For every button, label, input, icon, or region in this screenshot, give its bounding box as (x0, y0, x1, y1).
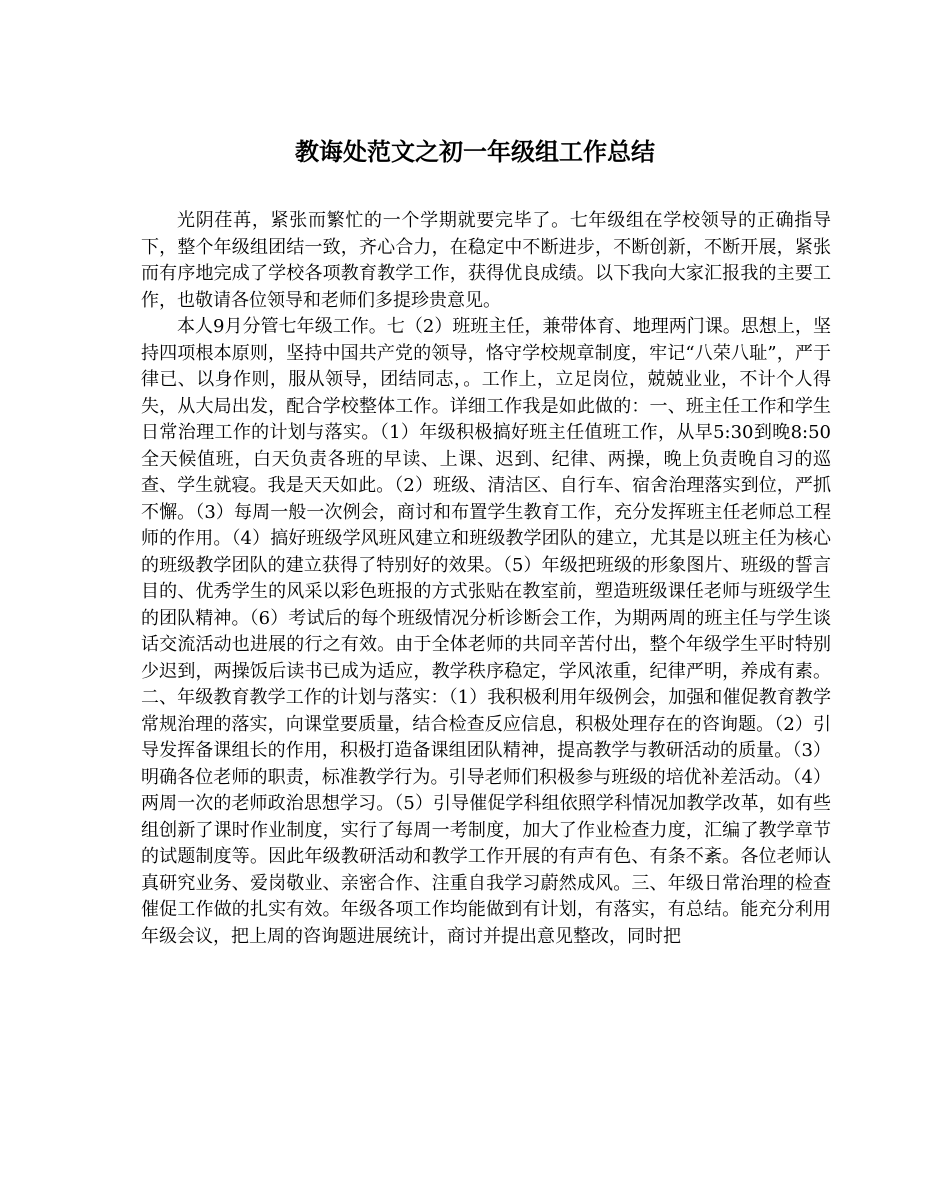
document-title: 教诲处范文之初一年级组工作总结 (295, 137, 655, 166)
document-body (141, 208, 831, 950)
paragraph-intro: 光阴荏苒，紧张而繁忙的一个学期就要完毕了。七年级组在学校领导的正确指导下，整个年级组团结一致，齐心合力，在稳定中不断进步，不断创新，不断开展，紧张而有序地完成了学校各项教育教学工作，获得优良成绩。以下我向大家汇报我的主要工作，也敬请各位领导和老师们多提珍贵意见。 (141, 210, 831, 311)
paragraph-main: 本人9月分管七年级工作。七（2）班班主任，兼带体育、地理两门课。思想上，坚持四项根本原则，坚持中国共产党的领导，恪守学校规章制度，牢记“八荣八耻”，严于律已、以身作则，服从领导，团结同志，。工作上，立足岗位，兢兢业业，不计个人得失，从大局出发，配合学校整体工作。详细工作我是如此做的：一、班主任工作和学生日常治理工作的计划与落实。（1）年级积极搞好班主任值班工作，从早5:30到晚8:50全天候值班，白天负责各班的早读、上课、迟到、纪律、两操，晚上负责晚自习的巡查、学生就寝。我是天天如此。（2）班级、清洁区、自行车、宿舍治理落实到位，严抓不懈。（3）每周一般一次例会，商讨和布置学生教育工作，充分发挥班主任老师总工程师的作用。（4）搞好班级学风班风建立和班级教学团队的建立，尤其是以班主任为核心的班级教学团队的建立获得了特别好的效果。（5）年级把班级的形象图片、班级的誓言目的、优秀学生的风采以彩色班报的方式张贴在教室前，塑造班级课任老师与班级学生的团队精神。（6）考试后的每个班级情况分析诊断会工作，为期两周的班主任与学生谈话交流活动也进展的行之有效。由于全体老师的共同辛苦付出，整个年级学生平时特别少迟到，两操饭后读书已成为适应，教学秩序稳定，学风浓重，纪律严明，养成有素。二、年级教育教学工作的计划与落实：（1）我积极利用年级例会，加强和催促教育教学常规治理的落实，向课堂要质量，结合检查反应信息，积极处理存在的咨询题。（2）引导发挥备课组长的作用，积极打造备课组团队精神，提高教学与教研活动的质量。（3）明确各位老师的职责，标准教学行为。引导老师们积极参与班级的培优补差活动。（4）两周一次的老师政治思想学习。（5）引导催促学科组依照学科情况加教学改革，如有些组创新了课时作业制度，实行了每周一考制度，加大了作业检查力度，汇编了教学章节的试题制度等。因此年级教研活动和教学工作开展的有声有色、有条不紊。各位老师认真研究业务、爱岗敬业、亲密合作、注重自我学习蔚然成风。三、年级日常治理的检查催促工作做的扎实有效。年级各项工作均能做到有计划，有落实，有总结。能充分利用年级会议，把上周的咨询题进展统计，商讨并提出意见整改，同时把 (141, 316, 831, 947)
